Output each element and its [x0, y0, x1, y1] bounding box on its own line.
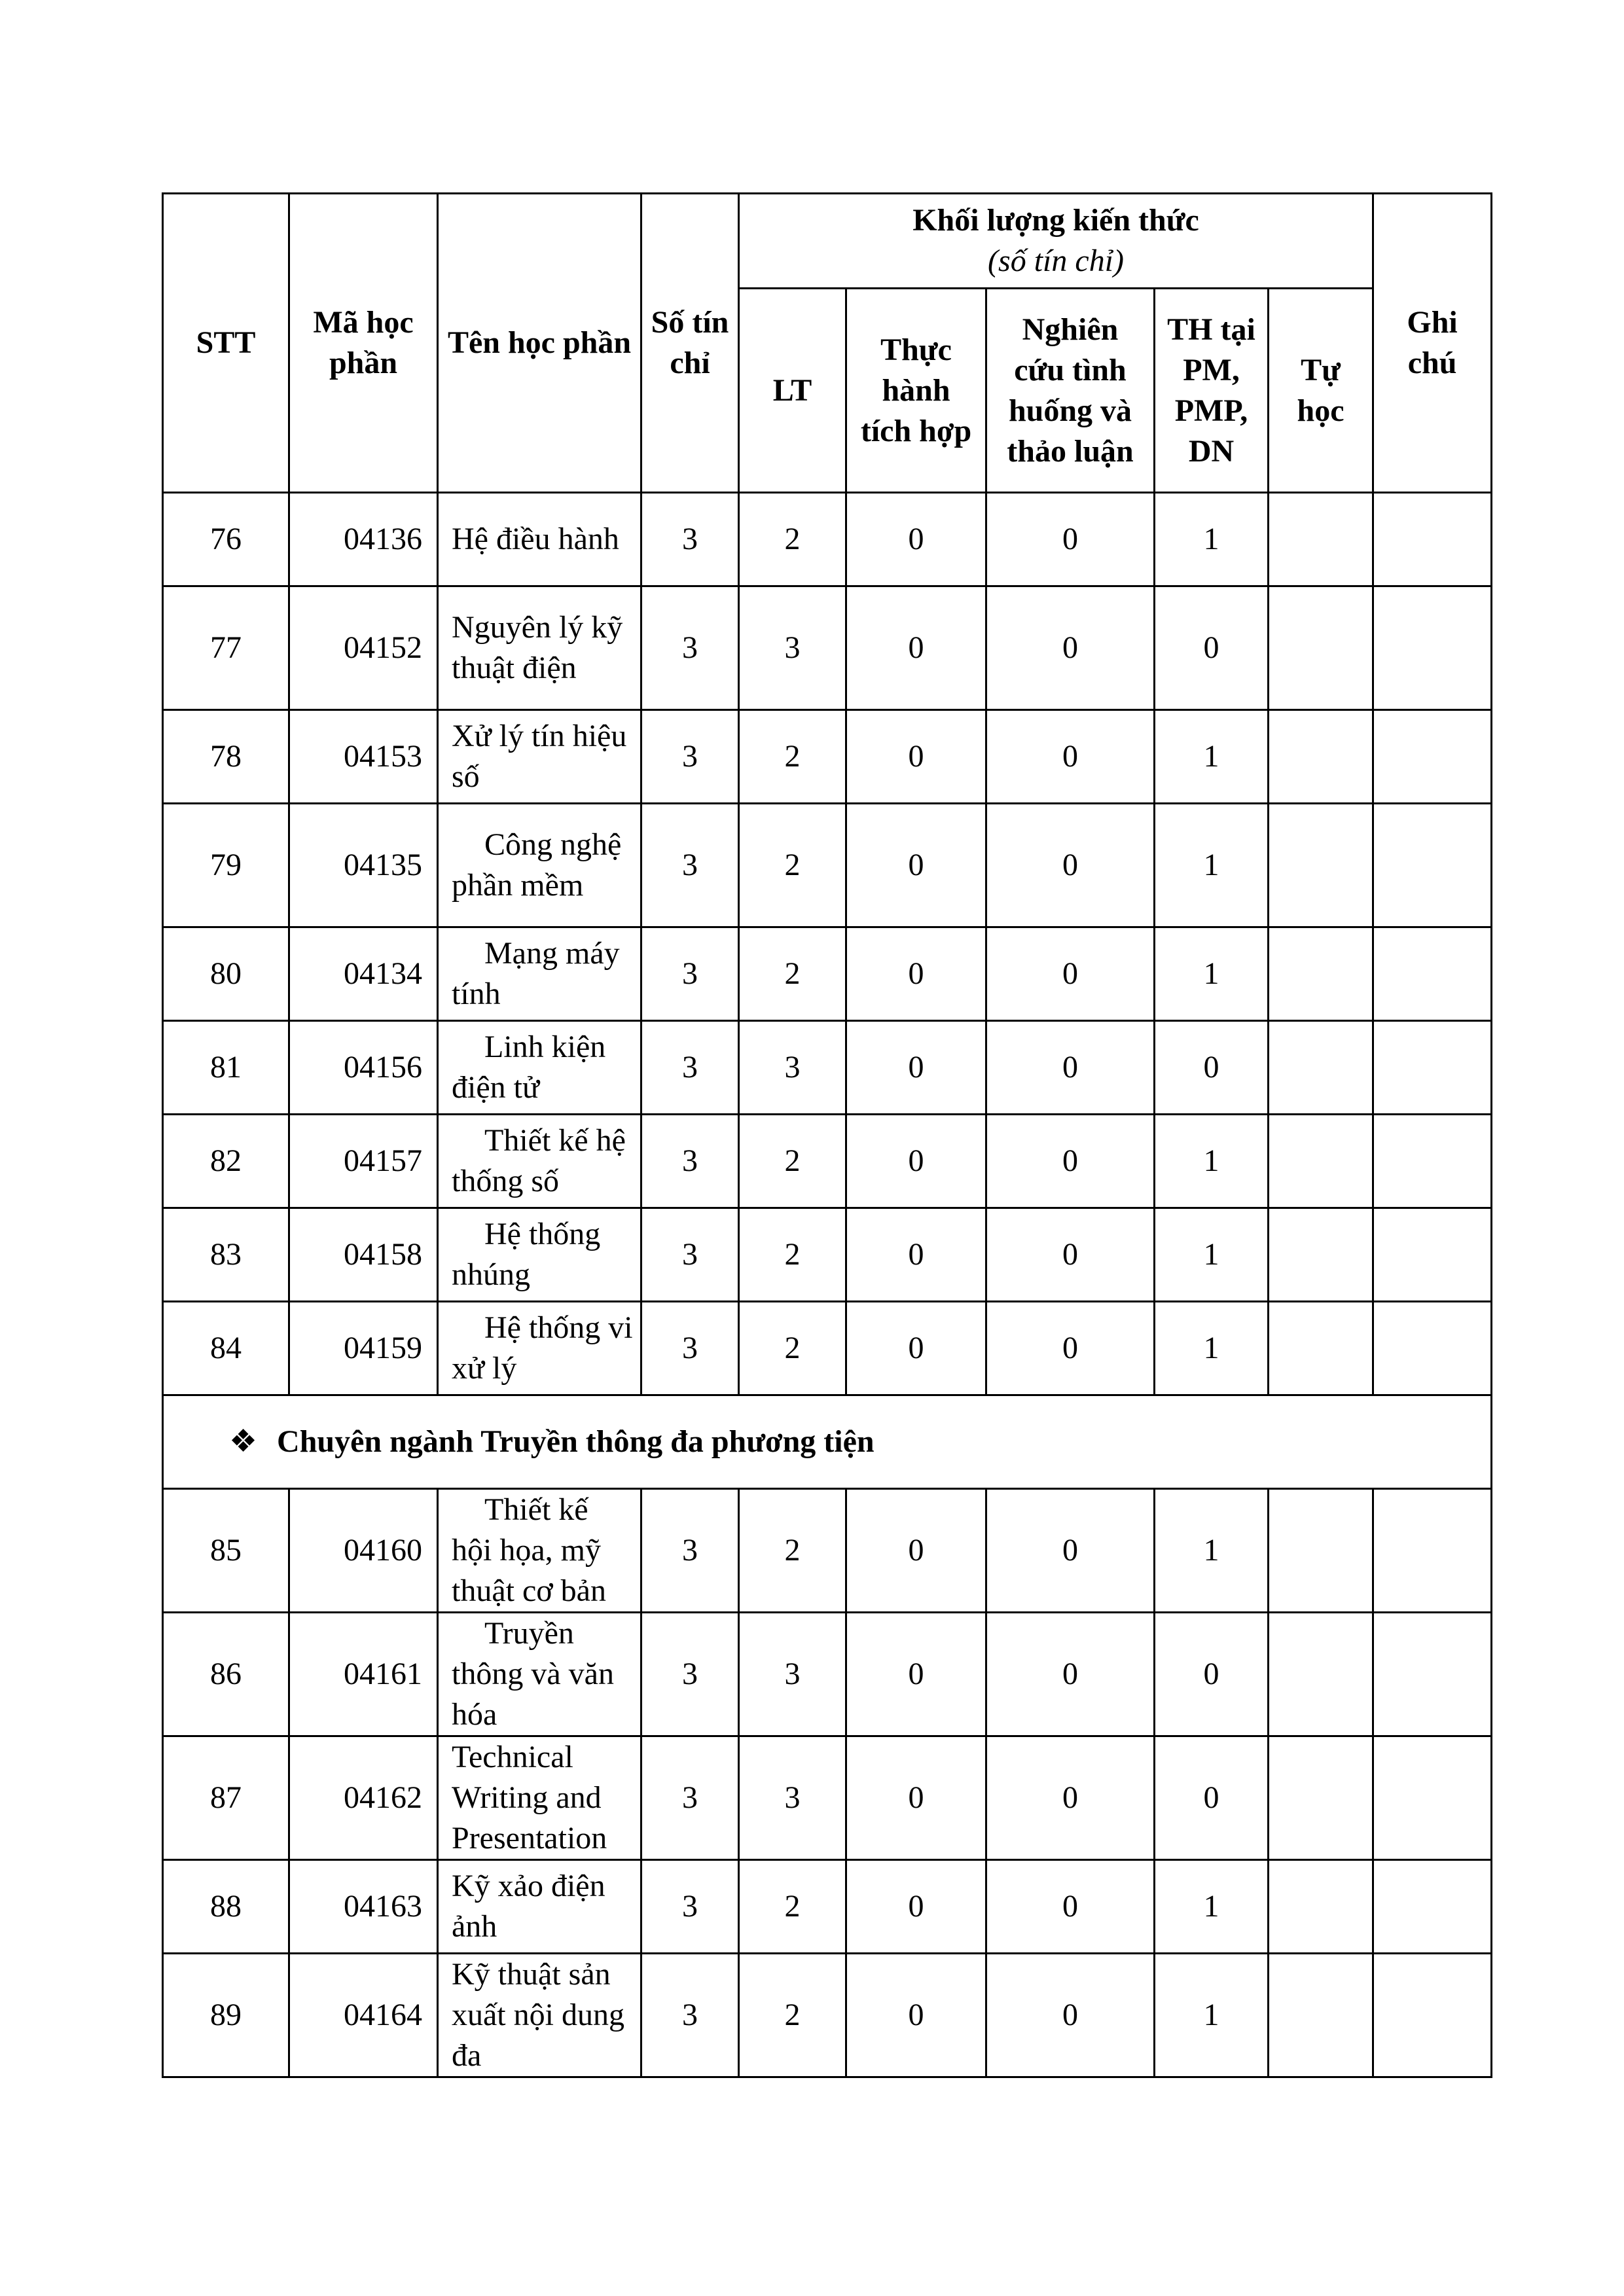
table-row — [163, 804, 1492, 927]
table-header — [163, 194, 1492, 493]
table-row — [163, 1860, 1492, 1954]
cell-stt: 80 — [163, 927, 289, 1021]
table-row — [163, 1613, 1492, 1736]
cell-practice: 0 — [846, 493, 986, 586]
cell-th: 1 — [1155, 927, 1269, 1021]
cell-lt: 3 — [739, 586, 846, 710]
cell-note — [1373, 493, 1492, 586]
cell-code: 04164 — [289, 1954, 438, 2077]
cell-stt: 84 — [163, 1302, 289, 1395]
cell-note — [1373, 1302, 1492, 1395]
cell-lt: 2 — [739, 1860, 846, 1954]
cell-th: 1 — [1155, 1115, 1269, 1208]
cell-practice: 0 — [846, 710, 986, 804]
cell-practice: 0 — [846, 1208, 986, 1302]
cell-note — [1373, 1115, 1492, 1208]
cell-credits: 3 — [641, 1115, 739, 1208]
cell-research: 0 — [986, 586, 1155, 710]
cell-practice: 0 — [846, 586, 986, 710]
cell-practice: 0 — [846, 1736, 986, 1860]
cell-credits: 3 — [641, 1954, 739, 2077]
cell-note — [1373, 927, 1492, 1021]
cell-lt: 2 — [739, 927, 846, 1021]
table-row — [163, 1954, 1492, 2077]
cell-th: 0 — [1155, 586, 1269, 710]
cell-credits: 3 — [641, 1860, 739, 1954]
cell-code: 04160 — [289, 1489, 438, 1613]
diamond-bullet-icon: ❖ — [229, 1424, 258, 1459]
header-research: Nghiên cứu tình huống và thảo luận — [986, 289, 1155, 493]
cell-note — [1373, 1021, 1492, 1115]
table-row — [163, 586, 1492, 710]
cell-credits: 3 — [641, 1613, 739, 1736]
section-heading — [163, 1395, 1492, 1489]
cell-stt: 82 — [163, 1115, 289, 1208]
cell-research: 0 — [986, 1115, 1155, 1208]
cell-practice: 0 — [846, 1021, 986, 1115]
cell-name-text: Công nghệ phần mềm — [452, 827, 622, 903]
cell-self-study — [1269, 710, 1373, 804]
cell-name: Nguyên lý kỹ thuật điện — [438, 586, 641, 710]
cell-lt: 2 — [739, 1115, 846, 1208]
cell-code: 04162 — [289, 1736, 438, 1860]
table-row — [163, 1115, 1492, 1208]
cell-stt: 85 — [163, 1489, 289, 1613]
cell-stt: 86 — [163, 1613, 289, 1736]
cell-self-study — [1269, 1208, 1373, 1302]
cell-name — [438, 1208, 641, 1302]
cell-name-text: Truyền thông và văn hóa — [452, 1616, 614, 1732]
cell-code: 04153 — [289, 710, 438, 804]
cell-th: 0 — [1155, 1021, 1269, 1115]
cell-th: 1 — [1155, 1954, 1269, 2077]
cell-practice: 0 — [846, 1489, 986, 1613]
cell-name: Kỹ thuật sản xuất nội dung đa — [438, 1954, 641, 2077]
cell-code: 04152 — [289, 586, 438, 710]
table-row — [163, 1489, 1492, 1613]
cell-name — [438, 804, 641, 927]
cell-code: 04135 — [289, 804, 438, 927]
cell-self-study — [1269, 1489, 1373, 1613]
cell-name — [438, 1613, 641, 1736]
cell-th: 1 — [1155, 1860, 1269, 1954]
header-knowledge-group — [739, 194, 1373, 289]
cell-lt: 3 — [739, 1736, 846, 1860]
cell-self-study — [1269, 804, 1373, 927]
cell-credits: 3 — [641, 1302, 739, 1395]
table-row — [163, 1208, 1492, 1302]
cell-note — [1373, 1860, 1492, 1954]
cell-credits: 3 — [641, 1208, 739, 1302]
cell-note — [1373, 710, 1492, 804]
cell-stt: 87 — [163, 1736, 289, 1860]
header-stt: STT — [163, 194, 289, 493]
cell-code: 04163 — [289, 1860, 438, 1954]
cell-name: Technical Writing and Presentation — [438, 1736, 641, 1860]
cell-self-study — [1269, 1302, 1373, 1395]
cell-self-study — [1269, 927, 1373, 1021]
cell-name — [438, 1489, 641, 1613]
cell-practice: 0 — [846, 1860, 986, 1954]
cell-code: 04161 — [289, 1613, 438, 1736]
cell-research: 0 — [986, 493, 1155, 586]
cell-credits: 3 — [641, 927, 739, 1021]
cell-stt: 88 — [163, 1860, 289, 1954]
cell-credits: 3 — [641, 710, 739, 804]
cell-credits: 3 — [641, 493, 739, 586]
cell-code: 04157 — [289, 1115, 438, 1208]
cell-th: 1 — [1155, 1302, 1269, 1395]
cell-stt: 81 — [163, 1021, 289, 1115]
cell-name: Xử lý tín hiệu số — [438, 710, 641, 804]
cell-name-text: Hệ thống vi xử lý — [452, 1310, 633, 1386]
cell-stt: 77 — [163, 586, 289, 710]
cell-code: 04136 — [289, 493, 438, 586]
table-body — [163, 493, 1492, 2077]
cell-credits: 3 — [641, 586, 739, 710]
cell-name — [438, 927, 641, 1021]
cell-note — [1373, 1954, 1492, 2077]
table-row — [163, 927, 1492, 1021]
cell-name-text: Linh kiện điện tử — [452, 1030, 606, 1105]
cell-self-study — [1269, 586, 1373, 710]
cell-research: 0 — [986, 804, 1155, 927]
header-note: Ghi chú — [1373, 194, 1492, 493]
cell-research: 0 — [986, 1208, 1155, 1302]
cell-name — [438, 1115, 641, 1208]
cell-name: Kỹ xảo điện ảnh — [438, 1860, 641, 1954]
cell-stt: 78 — [163, 710, 289, 804]
cell-lt: 3 — [739, 1613, 846, 1736]
cell-self-study — [1269, 1613, 1373, 1736]
cell-lt: 2 — [739, 804, 846, 927]
header-credits: Số tín chỉ — [641, 194, 739, 493]
cell-stt: 76 — [163, 493, 289, 586]
header-practice: Thực hành tích hợp — [846, 289, 986, 493]
header-th: TH tại PM, PMP, DN — [1155, 289, 1269, 493]
cell-name — [438, 1021, 641, 1115]
cell-name-text: Hệ thống nhúng — [452, 1217, 601, 1292]
cell-research: 0 — [986, 710, 1155, 804]
cell-lt: 3 — [739, 1021, 846, 1115]
cell-note — [1373, 804, 1492, 927]
cell-lt: 2 — [739, 1208, 846, 1302]
header-group-title: Khối lượng kiến thức — [912, 203, 1199, 238]
cell-credits: 3 — [641, 804, 739, 927]
cell-lt: 2 — [739, 493, 846, 586]
header-group-subtitle: (số tín chỉ) — [988, 243, 1125, 278]
cell-research: 0 — [986, 1954, 1155, 2077]
cell-self-study — [1269, 1115, 1373, 1208]
cell-stt: 83 — [163, 1208, 289, 1302]
cell-research: 0 — [986, 927, 1155, 1021]
cell-note — [1373, 1489, 1492, 1613]
cell-th: 1 — [1155, 710, 1269, 804]
cell-lt: 2 — [739, 1302, 846, 1395]
cell-stt: 79 — [163, 804, 289, 927]
cell-name-text: Thiết kế hội họa, mỹ thuật cơ bản — [452, 1492, 606, 1608]
cell-note — [1373, 1613, 1492, 1736]
table-row — [163, 493, 1492, 586]
header-self-study: Tự học — [1269, 289, 1373, 493]
table-row — [163, 710, 1492, 804]
header-name: Tên học phần — [438, 194, 641, 493]
header-lt: LT — [739, 289, 846, 493]
cell-self-study — [1269, 493, 1373, 586]
cell-th: 1 — [1155, 493, 1269, 586]
cell-self-study — [1269, 1954, 1373, 2077]
cell-self-study — [1269, 1736, 1373, 1860]
cell-lt: 2 — [739, 710, 846, 804]
cell-credits: 3 — [641, 1736, 739, 1860]
cell-note — [1373, 1736, 1492, 1860]
cell-self-study — [1269, 1860, 1373, 1954]
cell-research: 0 — [986, 1860, 1155, 1954]
cell-th: 1 — [1155, 1489, 1269, 1613]
cell-th: 0 — [1155, 1613, 1269, 1736]
cell-lt: 2 — [739, 1954, 846, 2077]
cell-research: 0 — [986, 1489, 1155, 1613]
cell-practice: 0 — [846, 1954, 986, 2077]
cell-th: 1 — [1155, 804, 1269, 927]
section-row — [163, 1395, 1492, 1489]
table-row — [163, 1021, 1492, 1115]
table-row — [163, 1302, 1492, 1395]
cell-th: 1 — [1155, 1208, 1269, 1302]
cell-note — [1373, 586, 1492, 710]
cell-note — [1373, 1208, 1492, 1302]
cell-research: 0 — [986, 1736, 1155, 1860]
table-row — [163, 1736, 1492, 1860]
cell-credits: 3 — [641, 1489, 739, 1613]
header-code: Mã học phần — [289, 194, 438, 493]
section-title: Chuyên ngành Truyền thông đa phương tiện — [277, 1424, 875, 1459]
cell-name — [438, 1302, 641, 1395]
cell-practice: 0 — [846, 1115, 986, 1208]
cell-practice: 0 — [846, 927, 986, 1021]
cell-research: 0 — [986, 1613, 1155, 1736]
cell-code: 04134 — [289, 927, 438, 1021]
cell-name-text: Mạng máy tính — [452, 936, 620, 1011]
cell-code: 04159 — [289, 1302, 438, 1395]
cell-practice: 0 — [846, 804, 986, 927]
cell-self-study — [1269, 1021, 1373, 1115]
cell-practice: 0 — [846, 1302, 986, 1395]
curriculum-table — [162, 192, 1492, 2078]
cell-code: 04156 — [289, 1021, 438, 1115]
cell-research: 0 — [986, 1021, 1155, 1115]
cell-name: Hệ điều hành — [438, 493, 641, 586]
cell-name-text: Thiết kế hệ thống số — [452, 1123, 626, 1198]
cell-code: 04158 — [289, 1208, 438, 1302]
cell-research: 0 — [986, 1302, 1155, 1395]
cell-practice: 0 — [846, 1613, 986, 1736]
cell-th: 0 — [1155, 1736, 1269, 1860]
cell-lt: 2 — [739, 1489, 846, 1613]
cell-stt: 89 — [163, 1954, 289, 2077]
cell-credits: 3 — [641, 1021, 739, 1115]
